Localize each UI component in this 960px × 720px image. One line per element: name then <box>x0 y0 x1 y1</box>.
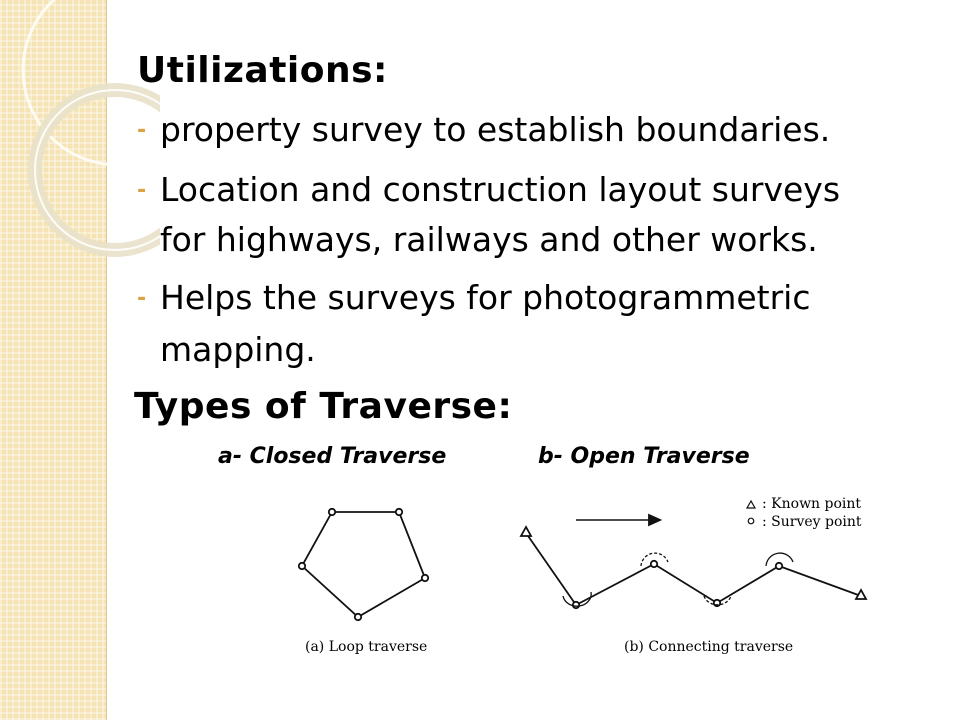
heading-utilizations: Utilizations: <box>137 50 388 91</box>
bullet-text: mapping. <box>160 330 316 369</box>
subtitle-closed-traverse: a- Closed Traverse <box>218 444 447 469</box>
subtitle-open-traverse: b- Open Traverse <box>538 444 750 469</box>
caption-loop-traverse: (a) Loop traverse <box>305 639 428 655</box>
figure-legend <box>747 496 862 530</box>
known-point-icon <box>747 501 755 508</box>
loop-traverse-diagram <box>299 509 428 620</box>
bullet-dash-icon: - <box>137 118 147 143</box>
bullet-text: Helps the surveys for photogrammetric <box>160 278 811 317</box>
bullet-text: Location and construction layout surveys <box>160 170 841 209</box>
caption-connecting-traverse: (b) Connecting traverse <box>624 639 794 655</box>
bullet-text: for highways, railways and other works. <box>160 220 818 259</box>
bullet-dash-icon: - <box>137 286 147 311</box>
heading-types-of-traverse: Types of Traverse: <box>134 386 513 427</box>
bullet-text: property survey to establish boundaries. <box>160 110 831 149</box>
bullet-dash-icon: - <box>137 178 147 203</box>
legend-known-label: : Known point <box>762 496 862 512</box>
legend-survey-label: : Survey point <box>762 514 862 530</box>
survey-point-icon <box>748 518 754 524</box>
